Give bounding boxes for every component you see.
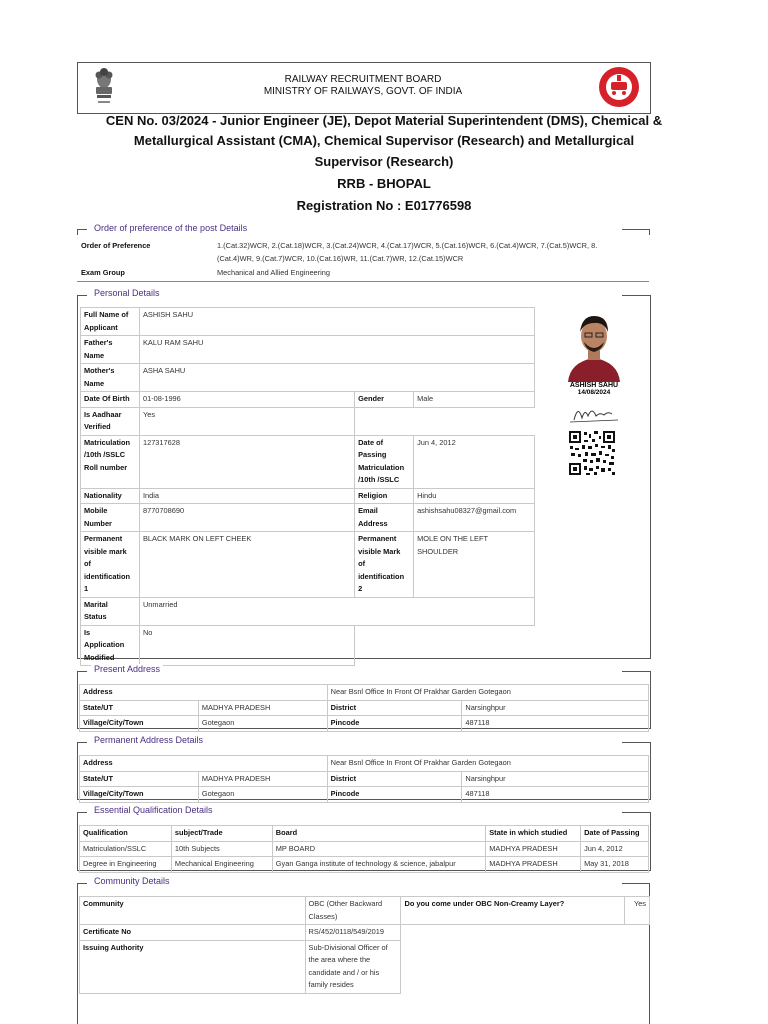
table-row bbox=[80, 857, 649, 873]
order-line-1: 1.(Cat.32)WCR, 2.(Cat.18)WCR, 3.(Cat.24)WCR, 4.(Cat.17)WCR, 5.(Cat.16)WCR, 6.(Cat.4)WCR, 7.(Cat.5)WCR, 8. bbox=[217, 241, 598, 250]
non-creamy-layer-value: Yes bbox=[624, 897, 649, 925]
section-bracket bbox=[77, 229, 78, 235]
label-line: Date of bbox=[358, 437, 384, 447]
present-state-value: MADHYA PRADESH bbox=[198, 700, 327, 716]
marital-status-label bbox=[81, 597, 140, 625]
order-of-preference-value bbox=[214, 237, 649, 266]
qualification-cell: May 31, 2018 bbox=[581, 857, 649, 873]
permanent-state-label: State/UT bbox=[80, 771, 199, 787]
empty-cell bbox=[414, 407, 535, 435]
permanent-address-value: Near Bsnl Office In Front Of Prakhar Garden Gotegaon bbox=[327, 756, 648, 772]
label-line: Mother's bbox=[84, 366, 115, 375]
community-title: Community Details bbox=[91, 876, 173, 886]
nationality-label: Nationality bbox=[81, 488, 140, 504]
label-line: Passing bbox=[358, 450, 387, 459]
label-line: visible Mark bbox=[358, 546, 401, 556]
identification-mark-1-label bbox=[81, 532, 140, 598]
permanent-state-value: MADHYA PRADESH bbox=[198, 771, 327, 787]
matriculation-date-value: Jun 4, 2012 bbox=[414, 435, 535, 488]
community-label: Community bbox=[80, 897, 306, 925]
section-bracket bbox=[77, 883, 87, 884]
empty-cell bbox=[355, 407, 414, 435]
gender-value: Male bbox=[414, 392, 535, 408]
empty-cell bbox=[401, 940, 625, 993]
identification-mark-2-label bbox=[355, 532, 414, 598]
registration-number: Registration No : E01776598 bbox=[296, 198, 472, 213]
permanent-address-table bbox=[79, 755, 649, 803]
present-district-value: Narsinghpur bbox=[462, 700, 649, 716]
qr-code-icon bbox=[568, 430, 616, 476]
label-line: Marital bbox=[84, 599, 108, 609]
label-line: Is bbox=[84, 627, 91, 637]
label-line: Full Name of bbox=[84, 310, 129, 319]
religion-label: Religion bbox=[355, 488, 414, 504]
certificate-number-value: RS/452/0118/549/2019 bbox=[305, 925, 401, 941]
permanent-district-label: District bbox=[327, 771, 462, 787]
label-line: Verified bbox=[84, 422, 111, 431]
dob-label: Date Of Birth bbox=[81, 392, 140, 408]
label-line: Permanent bbox=[358, 534, 397, 543]
qualification-cell: Matriculation/SSLC bbox=[80, 841, 172, 857]
qualification-header-cell: Qualification bbox=[80, 826, 172, 842]
qualification-cell: Degree in Engineering bbox=[80, 857, 172, 873]
father-name-label bbox=[81, 336, 140, 364]
full-name-label bbox=[81, 308, 140, 336]
permanent-village-label: Village/City/Town bbox=[80, 787, 199, 803]
present-pincode-label: Pincode bbox=[327, 716, 462, 732]
qualification-cell: Jun 4, 2012 bbox=[581, 841, 649, 857]
identification-mark-2-value bbox=[414, 532, 535, 598]
present-address-title: Present Address bbox=[91, 664, 163, 674]
preference-section-title: Order of preference of the post Details bbox=[91, 223, 250, 233]
mother-name-value: ASHA SAHU bbox=[139, 364, 534, 392]
value-line: Sub-Divisional Officer of bbox=[308, 942, 388, 952]
section-bracket bbox=[622, 812, 650, 813]
section-bracket bbox=[622, 742, 650, 743]
issuing-authority-label: Issuing Authority bbox=[80, 940, 306, 993]
permanent-address-label: Address bbox=[80, 756, 328, 772]
order-of-preference-label: Order of Preference bbox=[81, 241, 151, 250]
board-name: RAILWAY RECRUITMENT BOARD bbox=[284, 74, 442, 85]
present-address-table bbox=[79, 684, 649, 732]
qualification-cell: MP BOARD bbox=[272, 841, 485, 857]
rrb-name: RRB - BHOPAL bbox=[337, 176, 431, 191]
value-line: MOLE ON THE LEFT bbox=[417, 534, 488, 543]
empty-cell bbox=[414, 625, 535, 666]
ministry-name: MINISTRY OF RAILWAYS, GOVT. OF INDIA bbox=[263, 86, 463, 97]
issuing-authority-value bbox=[305, 940, 401, 993]
full-name-value: ASHISH SAHU bbox=[139, 308, 534, 336]
section-bracket bbox=[622, 295, 650, 296]
label-line: Matriculation bbox=[358, 462, 405, 472]
label-line: of bbox=[84, 559, 91, 568]
label-line: identification bbox=[84, 571, 130, 581]
label-line: Applicant bbox=[84, 322, 118, 332]
permanent-pincode-value: 487118 bbox=[462, 787, 649, 803]
identification-mark-1-value: BLACK MARK ON LEFT CHEEK bbox=[139, 532, 354, 598]
section-bracket bbox=[77, 812, 87, 813]
section-bracket bbox=[77, 671, 87, 672]
application-modified-value: No bbox=[139, 625, 354, 666]
personal-section-title: Personal Details bbox=[91, 288, 163, 298]
section-bracket bbox=[622, 229, 650, 230]
label-line: Number bbox=[84, 518, 112, 528]
qualification-body bbox=[80, 841, 649, 872]
qualification-cell: MADHYA PRADESH bbox=[486, 857, 581, 873]
father-name-value: KALU RAM SAHU bbox=[139, 336, 534, 364]
label-line: Modified bbox=[84, 652, 115, 662]
section-bracket bbox=[649, 229, 650, 235]
permanent-address-title: Permanent Address Details bbox=[91, 735, 206, 745]
empty-cell bbox=[624, 925, 649, 941]
value-line: the area where the bbox=[308, 955, 371, 964]
present-address-label: Address bbox=[80, 685, 328, 701]
personal-table bbox=[80, 307, 535, 666]
permanent-village-value: Gotegaon bbox=[198, 787, 327, 803]
qualification-header-cell: State in which studied bbox=[486, 826, 581, 842]
aadhaar-value: Yes bbox=[139, 407, 354, 435]
label-line: /10th /SSLC bbox=[84, 450, 126, 459]
community-table bbox=[79, 896, 650, 994]
gender-label: Gender bbox=[355, 392, 414, 408]
value-line: candidate and / or his bbox=[308, 967, 380, 977]
cen-title-line-1: CEN No. 03/2024 - Junior Engineer (JE), Depot Material Superintendent (DMS), Chemical & bbox=[105, 113, 663, 128]
qualification-header-cell: Date of Passing bbox=[581, 826, 649, 842]
preference-table bbox=[78, 237, 649, 281]
aadhaar-label bbox=[81, 407, 140, 435]
matriculation-date-label bbox=[355, 435, 414, 488]
qualification-cell: Gyan Ganga institute of technology & science, jabalpur bbox=[272, 857, 485, 873]
qualification-cell: MADHYA PRADESH bbox=[486, 841, 581, 857]
qualification-table bbox=[79, 825, 649, 873]
cen-title-line-3: Supervisor (Research) bbox=[314, 154, 454, 169]
label-line: visible mark bbox=[84, 546, 127, 556]
empty-cell bbox=[401, 925, 625, 941]
exam-group-value: Mechanical and Allied Engineering bbox=[217, 268, 330, 277]
qualification-cell: 10th Subjects bbox=[171, 841, 272, 857]
label-line: Permanent bbox=[84, 534, 123, 543]
nationality-value: India bbox=[139, 488, 354, 504]
label-line: 1 bbox=[84, 584, 89, 593]
empty-cell bbox=[355, 625, 414, 666]
community-value bbox=[305, 897, 401, 925]
qualification-header-row bbox=[80, 826, 649, 842]
mother-name-label bbox=[81, 364, 140, 392]
label-line: Name bbox=[84, 378, 105, 388]
empty-cell bbox=[624, 940, 649, 993]
label-line: Father's bbox=[84, 338, 113, 347]
cen-title-line-2: Metallurgical Assistant (CMA), Chemical Supervisor (Research) and Metallurgical bbox=[133, 133, 635, 148]
section-bracket bbox=[77, 229, 87, 230]
label-line: of bbox=[358, 559, 366, 568]
non-creamy-layer-label: Do you come under OBC Non-Creamy Layer? bbox=[401, 897, 625, 925]
label-line: Application bbox=[84, 640, 125, 649]
present-pincode-value: 487118 bbox=[462, 716, 649, 732]
label-line: 2 bbox=[358, 584, 363, 593]
certificate-number-label: Certificate No bbox=[80, 925, 306, 941]
matriculation-roll-label bbox=[81, 435, 140, 488]
email-value: ashishsahu08327@gmail.com bbox=[414, 504, 535, 532]
present-address-value: Near Bsnl Office In Front Of Prakhar Garden Gotegaon bbox=[327, 685, 648, 701]
present-village-value: Gotegaon bbox=[198, 716, 327, 732]
label-line: Status bbox=[84, 612, 107, 621]
label-line: Is Aadhaar bbox=[84, 409, 122, 419]
qualification-title: Essential Qualification Details bbox=[91, 805, 216, 815]
label-line: identification bbox=[358, 571, 405, 581]
applicant-photo bbox=[558, 306, 630, 382]
preference-bottom-rule bbox=[77, 281, 649, 282]
table-row bbox=[80, 841, 649, 857]
marital-status-value: Unmarried bbox=[139, 597, 534, 625]
order-line-2: (Cat.4)WR, 9.(Cat.7)WCR, 10.(Cat.16)WR, 11.(Cat.7)WR, 12.(Cat.15)WCR bbox=[217, 253, 464, 263]
religion-value: Hindu bbox=[414, 488, 535, 504]
qualification-header-cell: Board bbox=[272, 826, 485, 842]
label-line: /10th /SSLC bbox=[358, 475, 400, 484]
value-line: Classes) bbox=[308, 911, 338, 921]
mobile-value: 8770708690 bbox=[139, 504, 354, 532]
exam-group-label: Exam Group bbox=[81, 268, 125, 277]
qualification-cell: Mechanical Engineering bbox=[171, 857, 272, 873]
label-line: Roll number bbox=[84, 462, 128, 472]
section-bracket bbox=[622, 883, 650, 884]
present-village-label: Village/City/Town bbox=[80, 716, 199, 732]
value-line: family resides bbox=[308, 980, 354, 989]
application-modified-label bbox=[81, 625, 140, 666]
permanent-pincode-label: Pincode bbox=[327, 787, 462, 803]
email-label bbox=[355, 504, 414, 532]
permanent-district-value: Narsinghpur bbox=[462, 771, 649, 787]
dob-value: 01-08-1996 bbox=[139, 392, 354, 408]
photo-caption-name: ASHISH SAHU bbox=[569, 382, 619, 389]
label-line: Matriculation bbox=[84, 437, 130, 447]
value-line: OBC (Other Backward bbox=[308, 899, 383, 908]
railway-logo-icon bbox=[598, 66, 640, 108]
photo-caption-date: 14/08/2024 bbox=[577, 389, 611, 396]
section-bracket bbox=[77, 742, 87, 743]
label-line: Name bbox=[84, 350, 105, 360]
qualification-header-cell: subject/Trade bbox=[171, 826, 272, 842]
community-left-border bbox=[77, 883, 78, 1024]
label-line: Address bbox=[358, 518, 388, 528]
present-district-label: District bbox=[327, 700, 462, 716]
label-line: Email bbox=[358, 506, 378, 515]
matriculation-roll-value: 127317628 bbox=[139, 435, 354, 488]
label-line: Mobile bbox=[84, 506, 108, 515]
present-state-label: State/UT bbox=[80, 700, 199, 716]
signature-image bbox=[560, 400, 628, 426]
section-bracket bbox=[77, 295, 87, 296]
value-line: SHOULDER bbox=[417, 546, 459, 556]
mobile-label bbox=[81, 504, 140, 532]
section-bracket bbox=[622, 671, 650, 672]
